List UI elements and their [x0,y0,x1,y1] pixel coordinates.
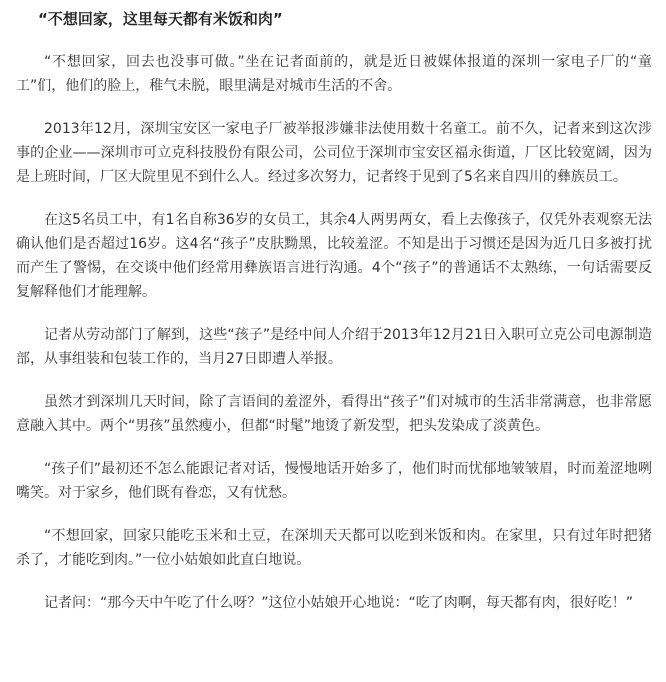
paragraph-4: 记者从劳动部门了解到，这些“孩子”是经中间人介绍于2013年12月21日入职可立克公司电源制造部，从事组装和包装工作的，当月27日即遭人举报。 [16,327,652,367]
paragraph-6: “孩子们”最初还不怎么能跟记者对话，慢慢地话开始多了，他们时而忧郁地皱皱眉，时而羞涩地咧嘴笑。对于家乡，他们既有眷恋，又有忧愁。 [16,461,652,501]
paragraph-5: 虽然才到深圳几天时间，除了言语间的羞涩外，看得出“孩子”们对城市的生活非常满意，也非常愿意融入其中。两个“男孩”虽然瘦小，但都“时髦”地烫了新发型，把头发染成了淡黄色。 [16,394,652,434]
paragraph-8: 记者问：“那今天中午吃了什么呀？”这位小姑娘开心地说：“吃了肉啊，每天都有肉，很好吃！” [44,595,634,611]
article-headline: “不想回家，这里每天都有米饭和肉” [38,10,283,28]
paragraph-7: “不想回家，回家只能吃玉米和土豆，在深圳天天都可以吃到米饭和肉。在家里，只有过年时把猪杀了，才能吃到肉。”一位小姑娘如此直白地说。 [16,528,652,568]
paragraph-2: 2013年12月，深圳宝安区一家电子厂被举报涉嫌非法使用数十名童工。前不久，记者来到这次涉事的企业——深圳市可立克科技股份有限公司，公司位于深圳市宝安区福永街道，厂区比较宽阔，因为是上班时间，厂区大院里见不到什么人。经过多次努力，记者终于见到了5名来自四川的彝族员工。 [16,121,652,185]
paragraph-3: 在这5名员工中，有1名自称36岁的女员工，其余4人两男两女，看上去像孩子，仅凭外表观察无法确认他们是否超过16岁。这4名“孩子”皮肤黝黑，比较羞涩。不知是出于习惯还是因为近几日多被打扰而产生了警惕，在交谈中他们经常用彝族语言进行沟通。4个“孩子”的普通话不太熟练，一句话需要反复解释他们才能理解。 [16,212,652,300]
paragraph-1: “不想回家，回去也没事可做。”坐在记者面前的，就是近日被媒体报道的深圳一家电子厂的“童工”们，他们的脸上，稚气未脱，眼里满是对城市生活的不舍。 [16,54,652,94]
news-article [16,6,652,634]
